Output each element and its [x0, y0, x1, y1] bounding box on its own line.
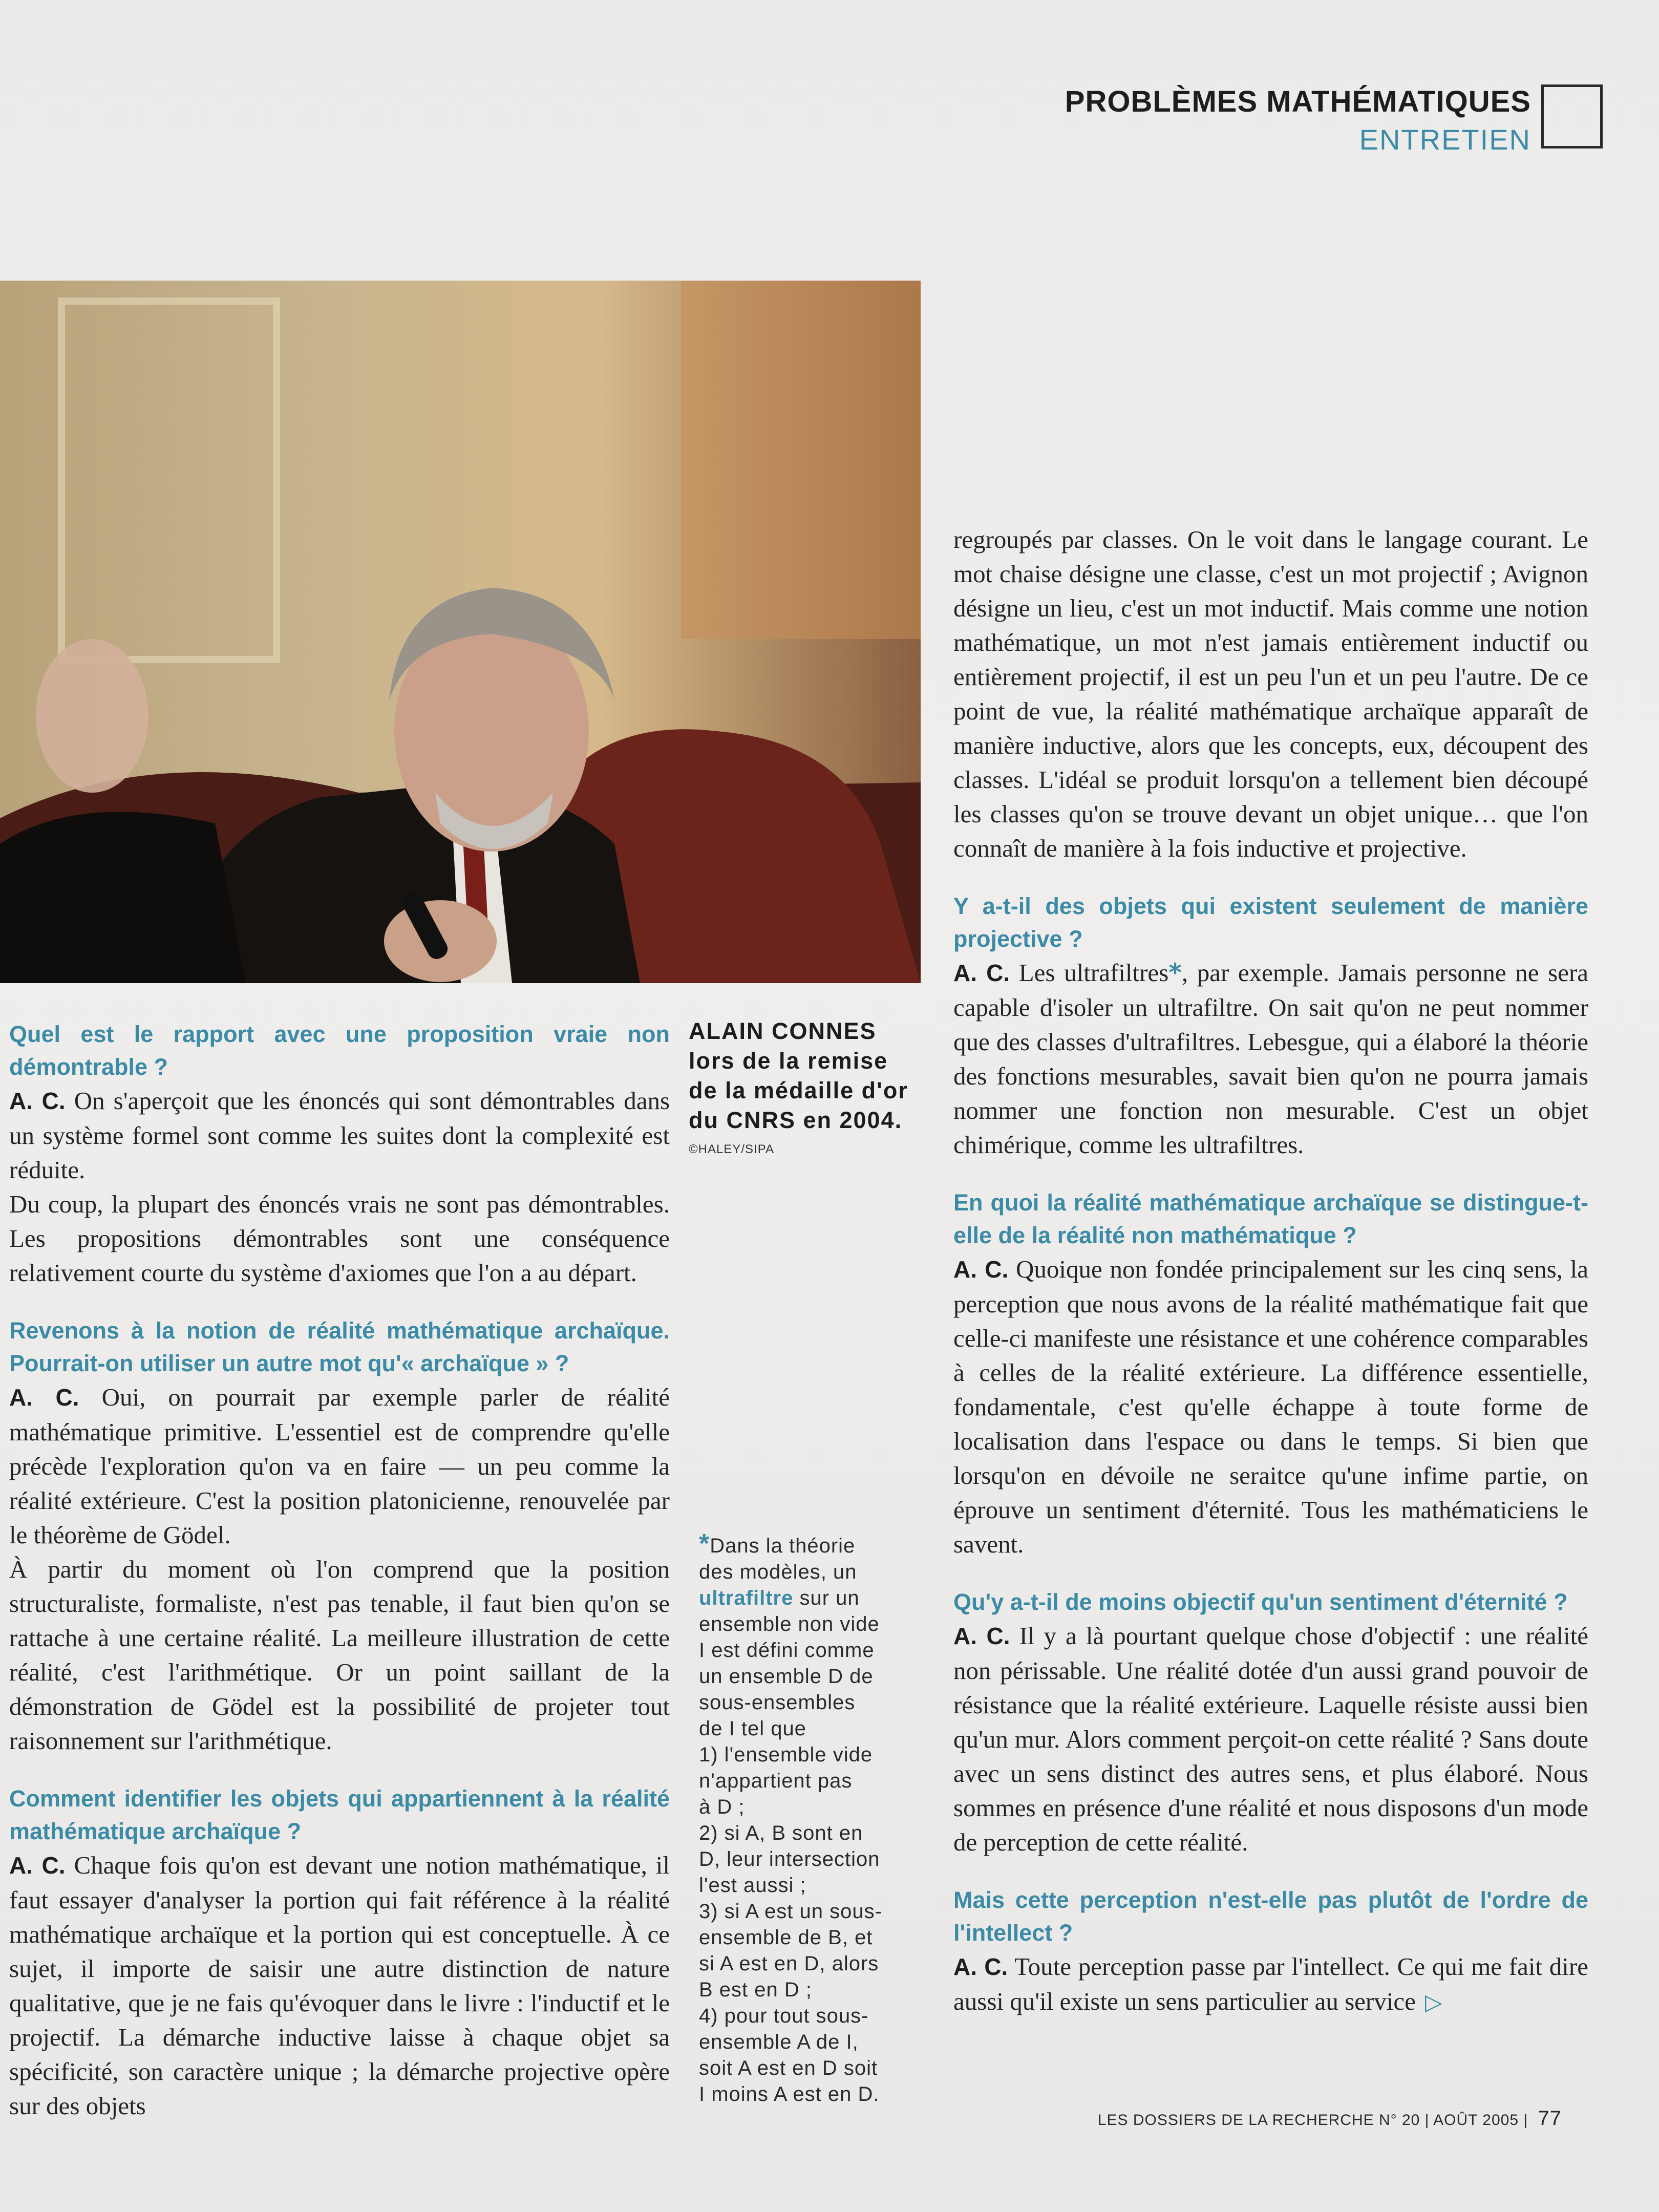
note-line: de I tel que: [699, 1717, 806, 1740]
page-header: [1065, 82, 1531, 158]
caption-text: ALAIN CONNES lors de la remise de la médaille d'or du CNRS en 2004.: [689, 1018, 908, 1133]
section-label: ENTRETIEN: [1359, 123, 1531, 156]
note-line: un ensemble D de: [699, 1665, 874, 1688]
answer-7: [953, 1949, 1588, 2019]
answer-2: [9, 1380, 670, 1552]
photo-caption: [689, 1016, 924, 1157]
footer-publication: LES DOSSIERS DE LA RECHERCHE N° 20 | AOÛT 2005 |: [1097, 2112, 1528, 2129]
sidebar-note: [699, 1531, 929, 2108]
note-line: si A est en D, alors: [699, 1952, 879, 1975]
portrait-illustration: [0, 281, 921, 983]
note-line: sous-ensembles: [699, 1691, 856, 1714]
continue-arrow-icon: ▷: [1424, 1989, 1442, 2015]
note-line: ensemble de B, et: [699, 1926, 873, 1949]
page-number: 77: [1538, 2107, 1562, 2130]
note-keyword: ultrafiltre: [699, 1587, 794, 1609]
note-line: soit A est en D soit: [699, 2057, 878, 2079]
left-column: [9, 1018, 670, 2123]
note-line: n'appartient pas: [699, 1770, 853, 1792]
answer-1-continued: Du coup, la plupart des énoncés vrais ne sont pas démontrables. Les propositions démontrables sont une conséquence relativement courte du système d'axiomes que l'on a au départ.: [9, 1190, 670, 1287]
rubric-title: PROBLÈMES MATHÉMATIQUES: [1065, 85, 1531, 118]
question-3: Comment identifier les objets qui appartiennent à la réalité mathématique archaïque ?: [9, 1785, 670, 1844]
corner-box: [1541, 84, 1603, 148]
note-line: I est défini comme: [699, 1639, 875, 1662]
note-line: 1) l'ensemble vide: [699, 1743, 873, 1766]
page-footer: [1098, 2107, 1562, 2130]
note-line: *Dans la théorie: [699, 1529, 856, 1559]
note-line: 3) si A est un sous-: [699, 1900, 882, 1923]
note-line: ultrafiltre sur un: [699, 1587, 860, 1609]
note-line: ensemble non vide: [699, 1613, 880, 1635]
speaker-initials: A. C.: [953, 1623, 1010, 1649]
note-line: l'est aussi ;: [699, 1874, 806, 1897]
speaker-initials: A. C.: [953, 960, 1010, 986]
answer-4-lead: Les ultrafiltres: [1018, 959, 1169, 987]
note-line: I moins A est en D.: [699, 2083, 880, 2105]
right-column: [953, 522, 1588, 2019]
speaker-initials: A. C.: [953, 1953, 1008, 1980]
paragraph-continuation: regroupés par classes. On le voit dans le langage courant. Le mot chaise désigne une classe, c'est un mot projectif ; Avignon désigne un lieu, c'est un mot inductif. Mais comme une notion mathématique, un mot n'est jamais entièrement inductif ou entièrement projectif, il est un peu l'un et un peu l'autre. De ce point de vue, la réalité mathématique archaïque apparaît de manière inductive, alors que les concepts, eux, découpent des classes. L'idéal se produit lorsqu'on a tellement bien découpé les classes qu'on se trouve devant un objet unique… que l'on connaît de manière à la fois inductive et projective.: [953, 525, 1588, 862]
footnote-star-icon: *: [1168, 958, 1182, 987]
answer-7-text: Toute perception passe par l'intellect. Ce qui me fait dire aussi qu'il existe un sens particulier au service: [953, 1952, 1588, 2015]
question-6: Qu'y a-t-il de moins objectif qu'un sentiment d'éternité ?: [953, 1589, 1568, 1615]
answer-1: [9, 1083, 670, 1187]
answer-4: [953, 955, 1588, 1162]
speaker-initials: A. C.: [953, 1256, 1009, 1283]
question-2: Revenons à la notion de réalité mathématique archaïque. Pourrait-on utiliser un autre mot qu'« archaïque » ?: [9, 1317, 670, 1376]
answer-2-continued: À partir du moment où l'on comprend que la position structuraliste, formaliste, n'est pas tenable, il faut bien qu'on se rattache à une certaine réalité. La meilleure illustration de cette réalité, c'est l'arithmétique. Or un point saillant de la démonstration de Gödel est la possibilité de projeter tout raisonnement sur l'arithmétique.: [9, 1555, 670, 1755]
note-line: B est en D ;: [699, 1979, 812, 2001]
answer-6: [953, 1619, 1588, 1859]
question-4: Y a-t-il des objets qui existent seulement de manière projective ?: [953, 893, 1588, 952]
answer-6-text: Il y a là pourtant quelque chose d'objectif : une réalité non périssable. Une réalité dotée d'un aussi grand pouvoir de résistance que la réalité extérieure. Laquelle résiste aussi bien qu'un mur. Alors comment perçoit-on cette réalité ? Sans doute avec un sens distinct des autres sens, et plus élaboré. Nous sommes en présence d'une réalité et nous disposons d'un mode de perception de cette réalité.: [953, 1622, 1589, 1856]
speaker-initials: A. C.: [9, 1384, 79, 1411]
answer-3-text: Chaque fois qu'on est devant une notion mathématique, il faut essayer d'analyser la portion qui fait référence à la réalité mathématique archaïque et la portion qui est conceptuelle. À ce sujet, il importe de saisir une autre distinction de nature qualitative, que je ne fais qu'évoquer dans le livre : l'inductif et le projectif. La démarche inductive laisse à chaque objet sa spécificité, son caractère unique ; la démarche projective opère sur des objets: [9, 1851, 670, 2120]
question-1: Quel est le rapport avec une proposition vraie non démontrable ?: [9, 1021, 670, 1080]
note-line: 4) pour tout sous-: [699, 2005, 869, 2027]
speaker-initials: A. C.: [9, 1852, 66, 1879]
answer-4-text: , par exemple. Jamais personne ne sera capable d'isoler un ultrafiltre. On sait qu'on ne peut nommer que des classes d'ultrafiltres. Lebesgue, qui a élaboré la théorie des fonctions mesurables, savait bien qu'on ne pourra jamais nommer une fonction non mesurable. C'est un objet chimérique, comme les ultrafiltres.: [953, 959, 1589, 1159]
answer-5-text: Quoique non fondée principalement sur les cinq sens, la perception que nous avons de la réalité mathématique fait que celle-ci manifeste une résistance et une cohérence comparables à celles de la réalité extérieure. La différence essentielle, fondamentale, c'est qu'elle échappe à toute forme de localisation dans l'espace ou dans le temps. Si bien que lorsqu'on en dévoile ne seraitce qu'une infime partie, on éprouve un sentiment d'éternité. Tous les mathématiciens le savent.: [953, 1255, 1588, 1558]
question-5: En quoi la réalité mathématique archaïque se distingue-t-elle de la réalité non mathématique ?: [953, 1189, 1588, 1248]
answer-5: [953, 1252, 1588, 1561]
answer-1-text: On s'aperçoit que les énoncés qui sont démontrables dans un système formel sont comme les suites dont la complexité est réduite.: [9, 1087, 670, 1184]
note-line: des modèles, un: [699, 1561, 857, 1583]
footnote-star-icon: *: [699, 1529, 710, 1559]
answer-2-text: Oui, on pourrait par exemple parler de réalité mathématique primitive. L'essentiel est de comprendre qu'elle précède l'exploration qu'on va en faire — un peu comme la réalité extérieure. C'est la position platonicienne, renouvelée par le théorème de Gödel.: [9, 1383, 670, 1549]
answer-3: [9, 1848, 670, 2123]
note-line: à D ;: [699, 1796, 745, 1818]
photo-credit: ©HALEY/SIPA: [689, 1142, 774, 1156]
note-line: D, leur intersection: [699, 1848, 880, 1870]
portrait-photo: [0, 281, 921, 983]
speaker-initials: A. C.: [9, 1088, 66, 1114]
note-line: ensemble A de I,: [699, 2031, 859, 2053]
note-line: 2) si A, B sont en: [699, 1822, 863, 1844]
question-7: Mais cette perception n'est-elle pas plutôt de l'ordre de l'intellect ?: [953, 1887, 1588, 1946]
